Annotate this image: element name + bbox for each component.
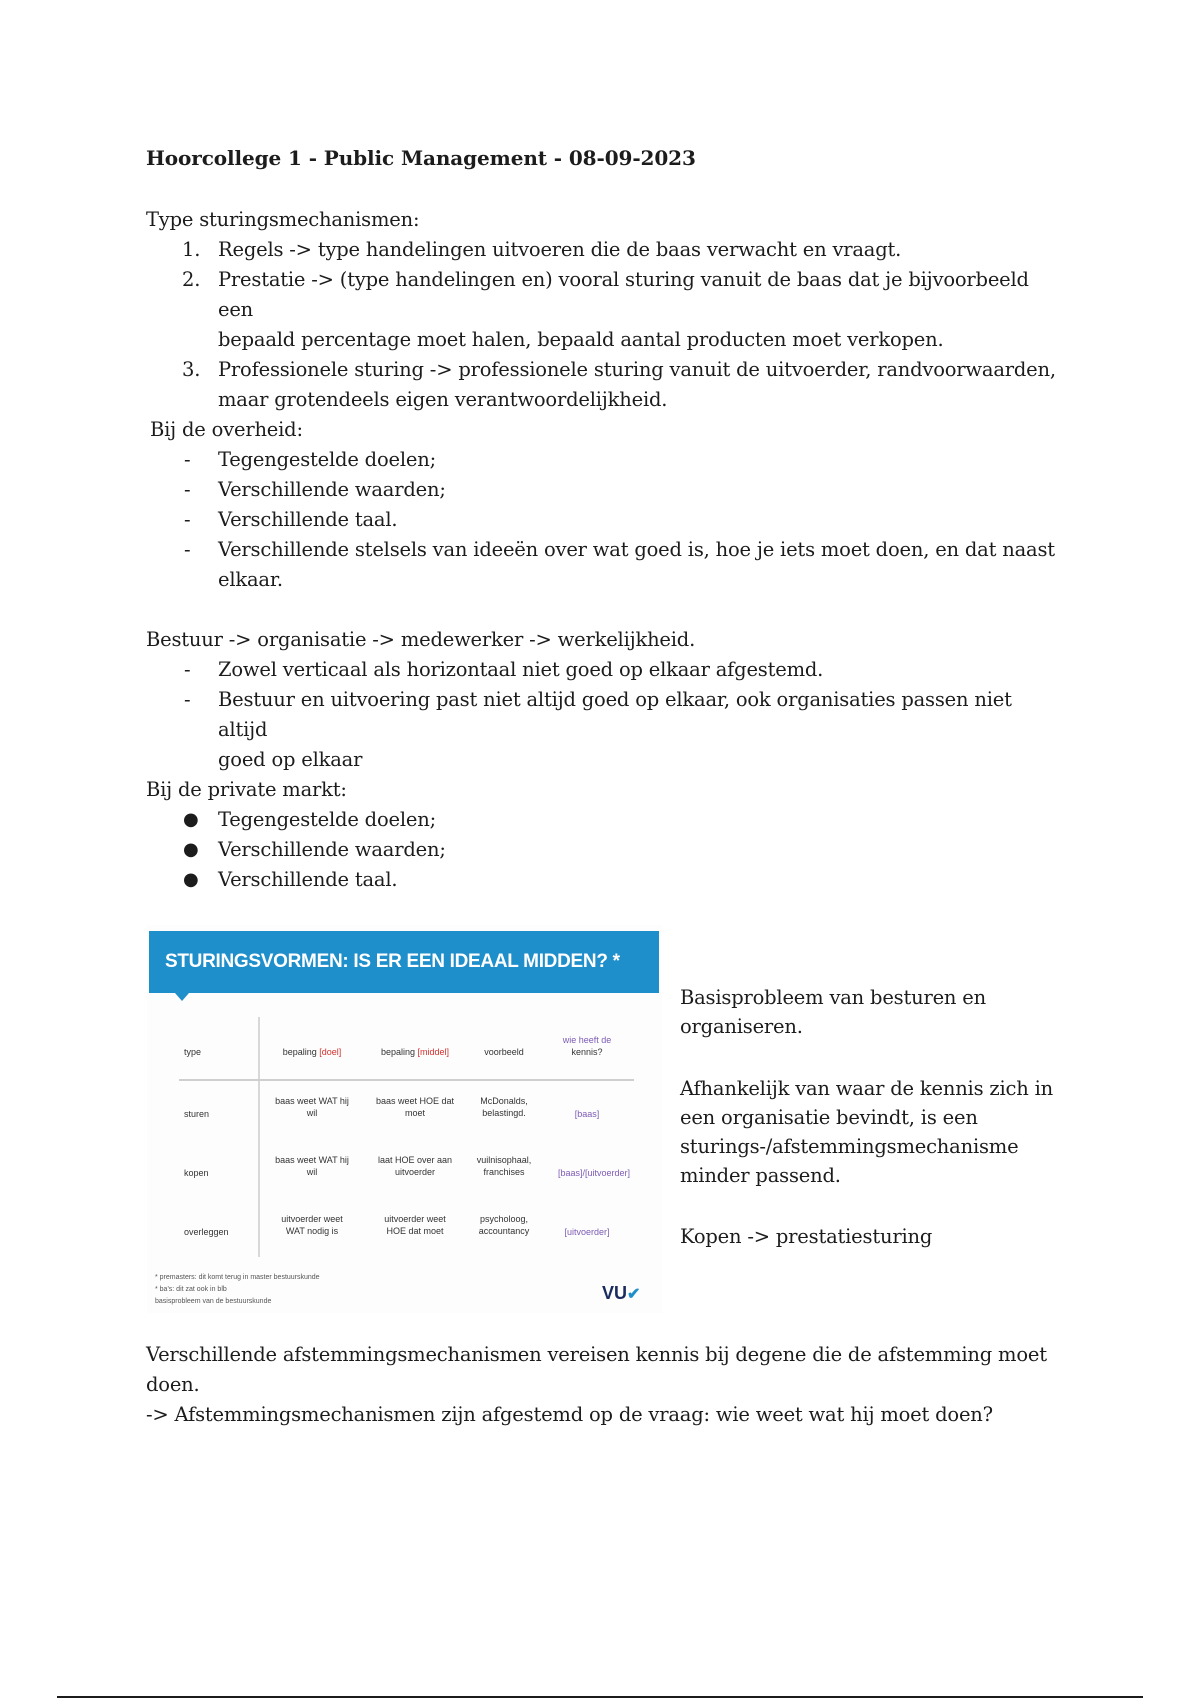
table-cell-type: overleggen (184, 1227, 229, 1237)
bottom-paragraph-line: doen. (146, 1373, 200, 1396)
table-cell-doel: baas weet WAT hij wil (275, 1096, 349, 1118)
document-title: Hoorcollege 1 - Public Management - 08-09-2023 (146, 146, 696, 170)
list-item: ● Verschillende waarden; (183, 838, 446, 861)
vu-logo-wing-icon: ✔ (627, 1286, 641, 1303)
dash-list-overheid (146, 445, 1066, 595)
table-cell-doel: uitvoerder weet WAT nodig is (281, 1214, 343, 1236)
list-item: ● Tegengestelde doelen; (183, 808, 436, 831)
table-header-divider (179, 1079, 634, 1081)
slide-title: STURINGSVORMEN: IS ER EEN IDEAAL MIDDEN? * (165, 951, 620, 972)
table-cell-type: kopen (184, 1168, 209, 1178)
list-item-continuation: bepaald percentage moet halen, bepaald aantal producten moet verkopen. (218, 328, 944, 351)
table-vertical-divider (258, 1017, 260, 1257)
page-bottom-rule (57, 1696, 1143, 1698)
list-item-continuation: maar grotendeels eigen verantwoordelijkheid. (218, 388, 668, 411)
slide-footnote: basisprobleem van de bestuurskunde (155, 1298, 272, 1305)
list-item: - Verschillende waarden; (184, 478, 446, 501)
list-item: - Bestuur en uitvoering past niet altijd goed op elkaar, ook organisaties passen niet altijd (184, 688, 1012, 741)
section-heading-sturingsmechanismen: Type sturingsmechanismen: (146, 208, 420, 231)
table-header-voorbeeld: voorbeeld (484, 1047, 524, 1057)
table-cell-type: sturen (184, 1109, 210, 1119)
table-cell-middel: uitvoerder weet HOE dat moet (384, 1214, 446, 1236)
list-item: 3. Professionele sturing -> professionele sturing vanuit de uitvoerder, randvoorwaarden, (182, 358, 1056, 381)
table-cell-kennis: [baas]/[uitvoerder] (557, 1168, 631, 1178)
table-cell-voorbeeld: vuilnisophaal, franchises (476, 1155, 532, 1177)
slide-footnote: * premasters: dit komt terug in master bestuurskunde (155, 1274, 320, 1281)
table-cell-middel: baas weet HOE dat moet (375, 1096, 455, 1118)
list-item: - Verschillende taal. (184, 508, 398, 531)
list-item: - Zowel verticaal als horizontaal niet goed op elkaar afgestemd. (184, 658, 824, 681)
numbered-list (146, 235, 1066, 415)
list-item-continuation: goed op elkaar (218, 748, 363, 771)
dash-list-bestuur (146, 655, 1066, 775)
list-item: ● Verschillende taal. (183, 868, 398, 891)
table-cell-kennis: [baas] (574, 1109, 600, 1119)
table-cell-voorbeeld: McDonalds, belastingd. (480, 1096, 528, 1118)
list-item: 2. Prestatie -> (type handelingen en) vooral sturing vanuit de baas dat je bijvoorbeeld een (182, 268, 1029, 321)
section-heading-overheid: Bij de overheid: (150, 418, 303, 441)
slide-footnote: * ba's: dit zat ook in blb (155, 1286, 227, 1293)
embedded-slide-image (147, 925, 662, 1313)
table-cell-kennis: [uitvoerder] (564, 1227, 610, 1237)
table-cell-doel: baas weet WAT hij wil (275, 1155, 349, 1177)
vu-logo: VU✔ (602, 1283, 641, 1303)
table-header-doel: bepaling [doel] (282, 1047, 342, 1057)
bullet-list-private-markt (146, 805, 1066, 895)
slide-banner-pointer (175, 993, 189, 1001)
side-paragraph-afhankelijk: Afhankelijk van waar de kennis zich in een organisatie bevindt, is een sturings-/afstemmingsmechanisme minder passend. (680, 1077, 1053, 1187)
side-paragraph-basisprobleem: Basisprobleem van besturen en organiseren. (680, 986, 986, 1038)
table-header-type: type (184, 1047, 202, 1057)
table-cell-middel: laat HOE over aan uitvoerder (377, 1155, 453, 1177)
table-cell-voorbeeld: psycholoog, accountancy (478, 1214, 530, 1236)
section-heading-private-markt: Bij de private markt: (146, 778, 347, 801)
list-item: - Verschillende stelsels van ideeën over wat goed is, hoe je iets moet doen, en dat naast (184, 538, 1055, 561)
table-header-kennis: wie heeft de kennis? (562, 1035, 612, 1057)
list-item: 1. Regels -> type handelingen uitvoeren die de baas verwacht en vraagt. (182, 238, 902, 261)
bottom-paragraph-line: -> Afstemmingsmechanismen zijn afgestemd op de vraag: wie weet wat hij moet doen? (146, 1403, 993, 1426)
list-item: - Tegengestelde doelen; (184, 448, 436, 471)
side-paragraph-kopen: Kopen -> prestatiesturing (680, 1225, 933, 1248)
bottom-paragraph-line: Verschillende afstemmingsmechanismen vereisen kennis bij degene die de afstemming moet (146, 1343, 1047, 1366)
list-item-continuation: elkaar. (218, 568, 283, 591)
table-header-middel: bepaling [middel] (380, 1047, 450, 1057)
section-heading-bestuur: Bestuur -> organisatie -> medewerker -> werkelijkheid. (146, 628, 696, 651)
